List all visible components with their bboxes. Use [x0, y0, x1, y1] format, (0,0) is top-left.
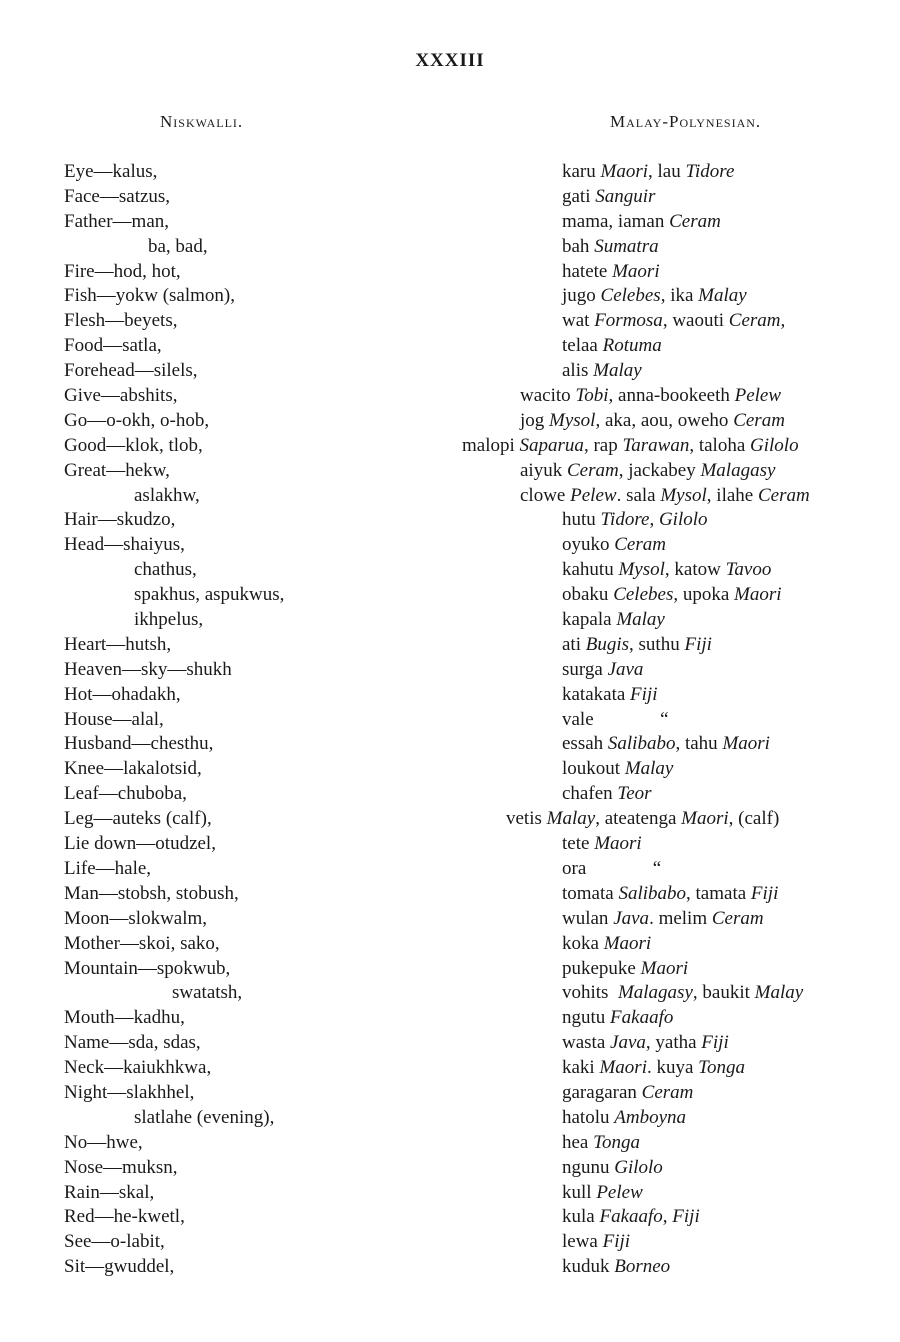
malay-polynesian-entry: [462, 882, 810, 907]
cognate-word: , baukit: [692, 982, 755, 1004]
cognate-word: clowe: [520, 484, 571, 506]
niskwalli-entry: Flesh—beyets,: [64, 310, 178, 332]
language-name: Tidore: [600, 509, 650, 531]
niskwalli-entry: Fish—yokw (salmon),: [64, 285, 235, 307]
language-name: Tidore: [685, 161, 735, 182]
niskwalli-entry: Rain—skal,: [64, 1181, 155, 1203]
cognate-word: hatolu: [562, 1106, 615, 1128]
cognate-word: hutu: [562, 509, 601, 531]
language-name: Fiji: [630, 683, 658, 705]
cognate-word: , suthu: [629, 633, 685, 655]
malay-polynesian-entry: [462, 708, 810, 733]
niskwalli-column-heading: Niskwalli.: [160, 112, 244, 131]
language-name: Saparua: [519, 434, 584, 456]
niskwalli-entry: Eye—kalus,: [64, 161, 158, 182]
cognate-word: , lau: [648, 161, 686, 182]
language-name: Tarawan: [622, 434, 690, 456]
cognate-word: vale “: [562, 708, 669, 730]
language-name: Pelew: [570, 484, 617, 506]
malay-polynesian-entry: [462, 658, 810, 683]
cognate-word: essah: [562, 733, 608, 755]
language-name: Ceram: [733, 409, 785, 431]
cognate-word: loukout: [562, 758, 625, 780]
niskwalli-entry: House—alal,: [64, 708, 164, 730]
cognate-word: . sala: [616, 484, 661, 506]
language-name: Teor: [617, 783, 652, 805]
cognate-word: , ateatenga: [595, 808, 682, 830]
cognate-word: , waouti: [662, 310, 729, 332]
niskwalli-entry: ikhpelus,: [134, 609, 204, 631]
malay-polynesian-entry: [462, 782, 810, 807]
niskwalli-entry: Face—satzus,: [64, 185, 171, 207]
malay-polynesian-word-list: [462, 160, 810, 1280]
malay-polynesian-entry: [462, 633, 810, 658]
cognate-word: kuduk: [562, 1256, 615, 1278]
malay-polynesian-column-heading: Malay-Polynesian.: [610, 112, 762, 131]
niskwalli-entry: Knee—lakalotsid,: [64, 758, 202, 780]
language-name: Celebes: [600, 285, 661, 307]
language-name: Maori: [612, 260, 660, 282]
language-name: Formosa: [594, 310, 663, 332]
cognate-word: , upoka: [673, 584, 735, 606]
language-name: Java: [613, 907, 650, 929]
malay-polynesian-entry: [462, 957, 810, 982]
malay-polynesian-entry: [462, 359, 810, 384]
malay-polynesian-entry: [462, 533, 810, 558]
malay-polynesian-entry: [462, 832, 810, 857]
language-name: Maori: [681, 808, 729, 830]
cognate-word: karu: [562, 161, 601, 182]
malay-polynesian-entry: [462, 508, 810, 533]
cognate-word: bah: [562, 235, 595, 257]
cognate-word: kula: [562, 1206, 600, 1228]
niskwalli-entry: ba, bad,: [148, 235, 208, 257]
cognate-word: wulan: [562, 907, 614, 929]
language-name: Ceram: [711, 907, 764, 929]
niskwalli-entry: Mouth—kadhu,: [64, 1007, 185, 1029]
cognate-word: , (calf): [728, 808, 780, 830]
language-name: Fakaafo: [599, 1206, 663, 1228]
language-name: Maori: [594, 833, 642, 855]
language-name: Maori: [600, 161, 649, 182]
malay-polynesian-entry: [462, 1106, 810, 1131]
cognate-word: obaku: [562, 584, 614, 606]
niskwalli-entry: slatlahe (evening),: [134, 1106, 275, 1128]
malay-polynesian-entry: [462, 732, 810, 757]
cognate-word: , yatha: [645, 1032, 702, 1054]
malay-polynesian-entry: [462, 1230, 810, 1255]
language-name: Fakaafo: [610, 1007, 674, 1029]
language-name: Salibabo: [607, 733, 676, 755]
cognate-word: pukepuke: [562, 957, 641, 979]
language-name: Ceram: [641, 1081, 694, 1103]
cognate-word: wasta: [562, 1032, 611, 1054]
language-name: Fiji: [750, 882, 779, 904]
niskwalli-entry: Father—man,: [64, 210, 170, 232]
malay-polynesian-entry: [462, 409, 810, 434]
cognate-word: , tamata: [686, 882, 751, 904]
cognate-word: , anna-bookeeth: [608, 385, 735, 407]
cognate-word: kaki: [562, 1057, 600, 1079]
malay-polynesian-entry: [462, 160, 810, 185]
cognate-word: hatete: [562, 260, 613, 282]
malay-polynesian-entry: [462, 1056, 810, 1081]
language-name: Maori: [734, 584, 782, 606]
language-name: Mysol: [549, 409, 596, 431]
niskwalli-entry: Moon—slokwalm,: [64, 907, 208, 929]
niskwalli-entry: Fire—hod, hot,: [64, 260, 181, 282]
malay-polynesian-entry: [462, 459, 810, 484]
niskwalli-entry: Heaven—sky—shukh: [64, 658, 232, 680]
cognate-word: , katow: [664, 559, 726, 581]
malay-polynesian-entry: [462, 235, 810, 260]
cognate-word: mama, iaman: [562, 210, 670, 232]
cognate-word: , taloha: [689, 434, 751, 456]
language-name: Ceram: [669, 210, 721, 232]
cognate-word: wacito: [520, 385, 576, 407]
language-name: Amboyna: [614, 1106, 687, 1128]
malay-polynesian-entry: [462, 807, 810, 832]
malay-polynesian-entry: [462, 1255, 810, 1280]
language-name: Pelew: [596, 1181, 643, 1203]
language-name: Gilolo: [658, 509, 708, 531]
niskwalli-entry: See—o-labit,: [64, 1231, 165, 1253]
niskwalli-entry: chathus,: [134, 559, 197, 581]
cognate-word: hea: [562, 1131, 594, 1153]
malay-polynesian-entry: [462, 185, 810, 210]
cognate-word: . kuya: [646, 1057, 699, 1079]
malay-polynesian-entry: [462, 932, 810, 957]
language-name: Fiji: [672, 1206, 700, 1228]
niskwalli-entry: Good—klok, tlob,: [64, 434, 203, 456]
malay-polynesian-entry: [462, 1131, 810, 1156]
cognate-word: ngunu: [562, 1156, 615, 1178]
cognate-word: kahutu: [562, 559, 619, 581]
cognate-word: alis: [562, 360, 594, 382]
language-name: Malay: [616, 609, 665, 631]
language-name: Maori: [722, 733, 770, 755]
malay-polynesian-entry: [462, 583, 810, 608]
language-name: Gilolo: [614, 1156, 663, 1178]
niskwalli-entry: Leg—auteks (calf),: [64, 808, 212, 830]
niskwalli-entry: Neck—kaiukhkwa,: [64, 1057, 212, 1079]
niskwalli-entry: Mother—skoi, sako,: [64, 932, 220, 954]
language-name: Ceram,: [728, 310, 786, 332]
language-name: Malay: [754, 982, 804, 1004]
malay-polynesian-entry: [462, 1031, 810, 1056]
niskwalli-entry: aslakhw,: [134, 484, 200, 506]
malay-polynesian-entry: [462, 384, 810, 409]
niskwalli-entry: Food—satla,: [64, 335, 162, 357]
cognate-word: , tahu: [675, 733, 723, 755]
cognate-word: kull: [562, 1181, 597, 1203]
niskwalli-entry: Go—o-okh, o-hob,: [64, 409, 210, 431]
cognate-word: , ilahe: [706, 484, 758, 506]
language-name: Java: [607, 658, 644, 680]
language-name: Malay: [624, 758, 674, 780]
cognate-word: ,: [649, 509, 659, 531]
language-name: Celebes: [613, 584, 674, 606]
niskwalli-entry: Nose—muksn,: [64, 1156, 178, 1178]
niskwalli-entry: Leaf—chuboba,: [64, 783, 187, 805]
cognate-word: ora “: [562, 857, 662, 879]
niskwalli-entry: swatatsh,: [172, 982, 243, 1004]
niskwalli-entry: Hair—skudzo,: [64, 509, 176, 531]
language-name: Mysol: [660, 484, 707, 506]
language-name: Sanguir: [595, 185, 656, 207]
language-name: Tobi: [575, 385, 609, 407]
language-name: Malay: [593, 360, 642, 382]
language-name: Maori: [640, 957, 689, 979]
language-name: Malay: [698, 285, 747, 307]
page-number: XXXIII: [415, 50, 485, 71]
cognate-word: wat: [562, 310, 595, 332]
language-name: Ceram: [614, 534, 666, 556]
language-name: Ceram: [757, 484, 810, 506]
language-name: Rotuma: [602, 335, 662, 357]
cognate-word: ,: [662, 1206, 673, 1228]
malay-polynesian-entry: [462, 260, 810, 285]
malay-polynesian-entry: [462, 1205, 810, 1230]
language-name: Borneo: [614, 1256, 671, 1278]
malay-polynesian-entry: [462, 1006, 810, 1031]
language-name: Malagasy: [617, 982, 693, 1004]
language-name: Fiji: [684, 633, 712, 655]
cognate-word: kapala: [562, 609, 617, 631]
language-name: Bugis: [585, 633, 630, 655]
niskwalli-entry: Husband—chesthu,: [64, 733, 214, 755]
language-name: Fiji: [602, 1231, 631, 1253]
language-name: Malay: [546, 808, 596, 830]
cognate-word: jugo: [562, 285, 601, 307]
malay-polynesian-entry: [462, 334, 810, 359]
niskwalli-entry: Forehead—silels,: [64, 360, 198, 382]
niskwalli-entry: Heart—hutsh,: [64, 633, 172, 655]
malay-polynesian-entry: [462, 1081, 810, 1106]
language-name: Malagasy: [700, 459, 776, 481]
malay-polynesian-entry: [462, 857, 810, 882]
cognate-word: , jackabey: [618, 459, 701, 481]
cognate-word: jog: [520, 409, 550, 431]
niskwalli-word-list: [64, 160, 284, 1280]
niskwalli-entry: Great—hekw,: [64, 459, 170, 481]
cognate-word: vetis: [506, 808, 547, 830]
language-name: Salibabo: [618, 882, 687, 904]
niskwalli-entry: Give—abshits,: [64, 385, 178, 407]
cognate-word: , ika: [660, 285, 699, 307]
cognate-word: ngutu: [562, 1007, 611, 1029]
malay-polynesian-entry: [462, 1181, 810, 1206]
malay-polynesian-entry: [462, 558, 810, 583]
niskwalli-entry: spakhus, aspukwus,: [134, 584, 285, 606]
language-name: Sumatra: [594, 235, 659, 257]
niskwalli-entry: Life—hale,: [64, 857, 152, 879]
language-name: Java: [610, 1032, 646, 1054]
cognate-word: aiyuk: [520, 459, 567, 481]
cognate-word: telaa: [562, 335, 603, 357]
niskwalli-entry: Name—sda, sdas,: [64, 1032, 201, 1054]
language-name: Tonga: [698, 1057, 745, 1079]
cognate-word: tete: [562, 833, 595, 855]
niskwalli-entry: Head—shaiyus,: [64, 534, 185, 556]
cognate-word: chafen: [562, 783, 618, 805]
cognate-word: surga: [562, 658, 608, 680]
cognate-word: oyuko: [562, 534, 615, 556]
language-name: Fiji: [701, 1032, 729, 1054]
niskwalli-entry: Sit—gwuddel,: [64, 1256, 175, 1278]
cognate-word: , rap: [583, 434, 623, 456]
niskwalli-entry: Hot—ohadakh,: [64, 683, 181, 705]
niskwalli-entry: Night—slakhhel,: [64, 1081, 195, 1103]
cognate-word: tomata: [562, 882, 619, 904]
cognate-word: katakata: [562, 683, 631, 705]
language-name: Mysol: [618, 559, 665, 581]
niskwalli-entry: Man—stobsh, stobush,: [64, 882, 239, 904]
malay-polynesian-entry: [462, 284, 810, 309]
cognate-word: lewa: [562, 1231, 603, 1253]
cognate-word: ati: [562, 633, 586, 655]
malay-polynesian-entry: [462, 434, 810, 459]
niskwalli-entry: Mountain—spokwub,: [64, 957, 231, 979]
niskwalli-entry: Lie down—otudzel,: [64, 833, 216, 855]
language-name: Tonga: [593, 1131, 640, 1153]
cognate-word: . melim: [649, 907, 712, 929]
language-name: Ceram: [566, 459, 619, 481]
malay-polynesian-entry: [462, 757, 810, 782]
cognate-word: garagaran: [562, 1081, 642, 1103]
malay-polynesian-entry: [462, 1156, 810, 1181]
cognate-word: koka: [562, 932, 604, 954]
malay-polynesian-entry: [462, 683, 810, 708]
language-name: Gilolo: [750, 434, 799, 456]
language-name: Pelew: [734, 385, 782, 407]
malay-polynesian-entry: [462, 907, 810, 932]
malay-polynesian-entry: [462, 981, 810, 1006]
cognate-word: gati: [562, 185, 596, 207]
niskwalli-entry: No—hwe,: [64, 1131, 143, 1153]
niskwalli-entry: Red—he-kwetl,: [64, 1206, 185, 1228]
malay-polynesian-entry: [462, 608, 810, 633]
language-name: Tavoo: [725, 559, 772, 581]
malay-polynesian-entry: [462, 484, 810, 509]
malay-polynesian-entry: [462, 309, 810, 334]
malay-polynesian-entry: [462, 210, 810, 235]
cognate-word: vohits: [562, 982, 618, 1004]
cognate-word: , aka, aou, oweho: [595, 409, 734, 431]
cognate-word: malopi: [462, 434, 520, 456]
language-name: Maori: [599, 1057, 647, 1079]
language-name: Maori: [603, 932, 652, 954]
